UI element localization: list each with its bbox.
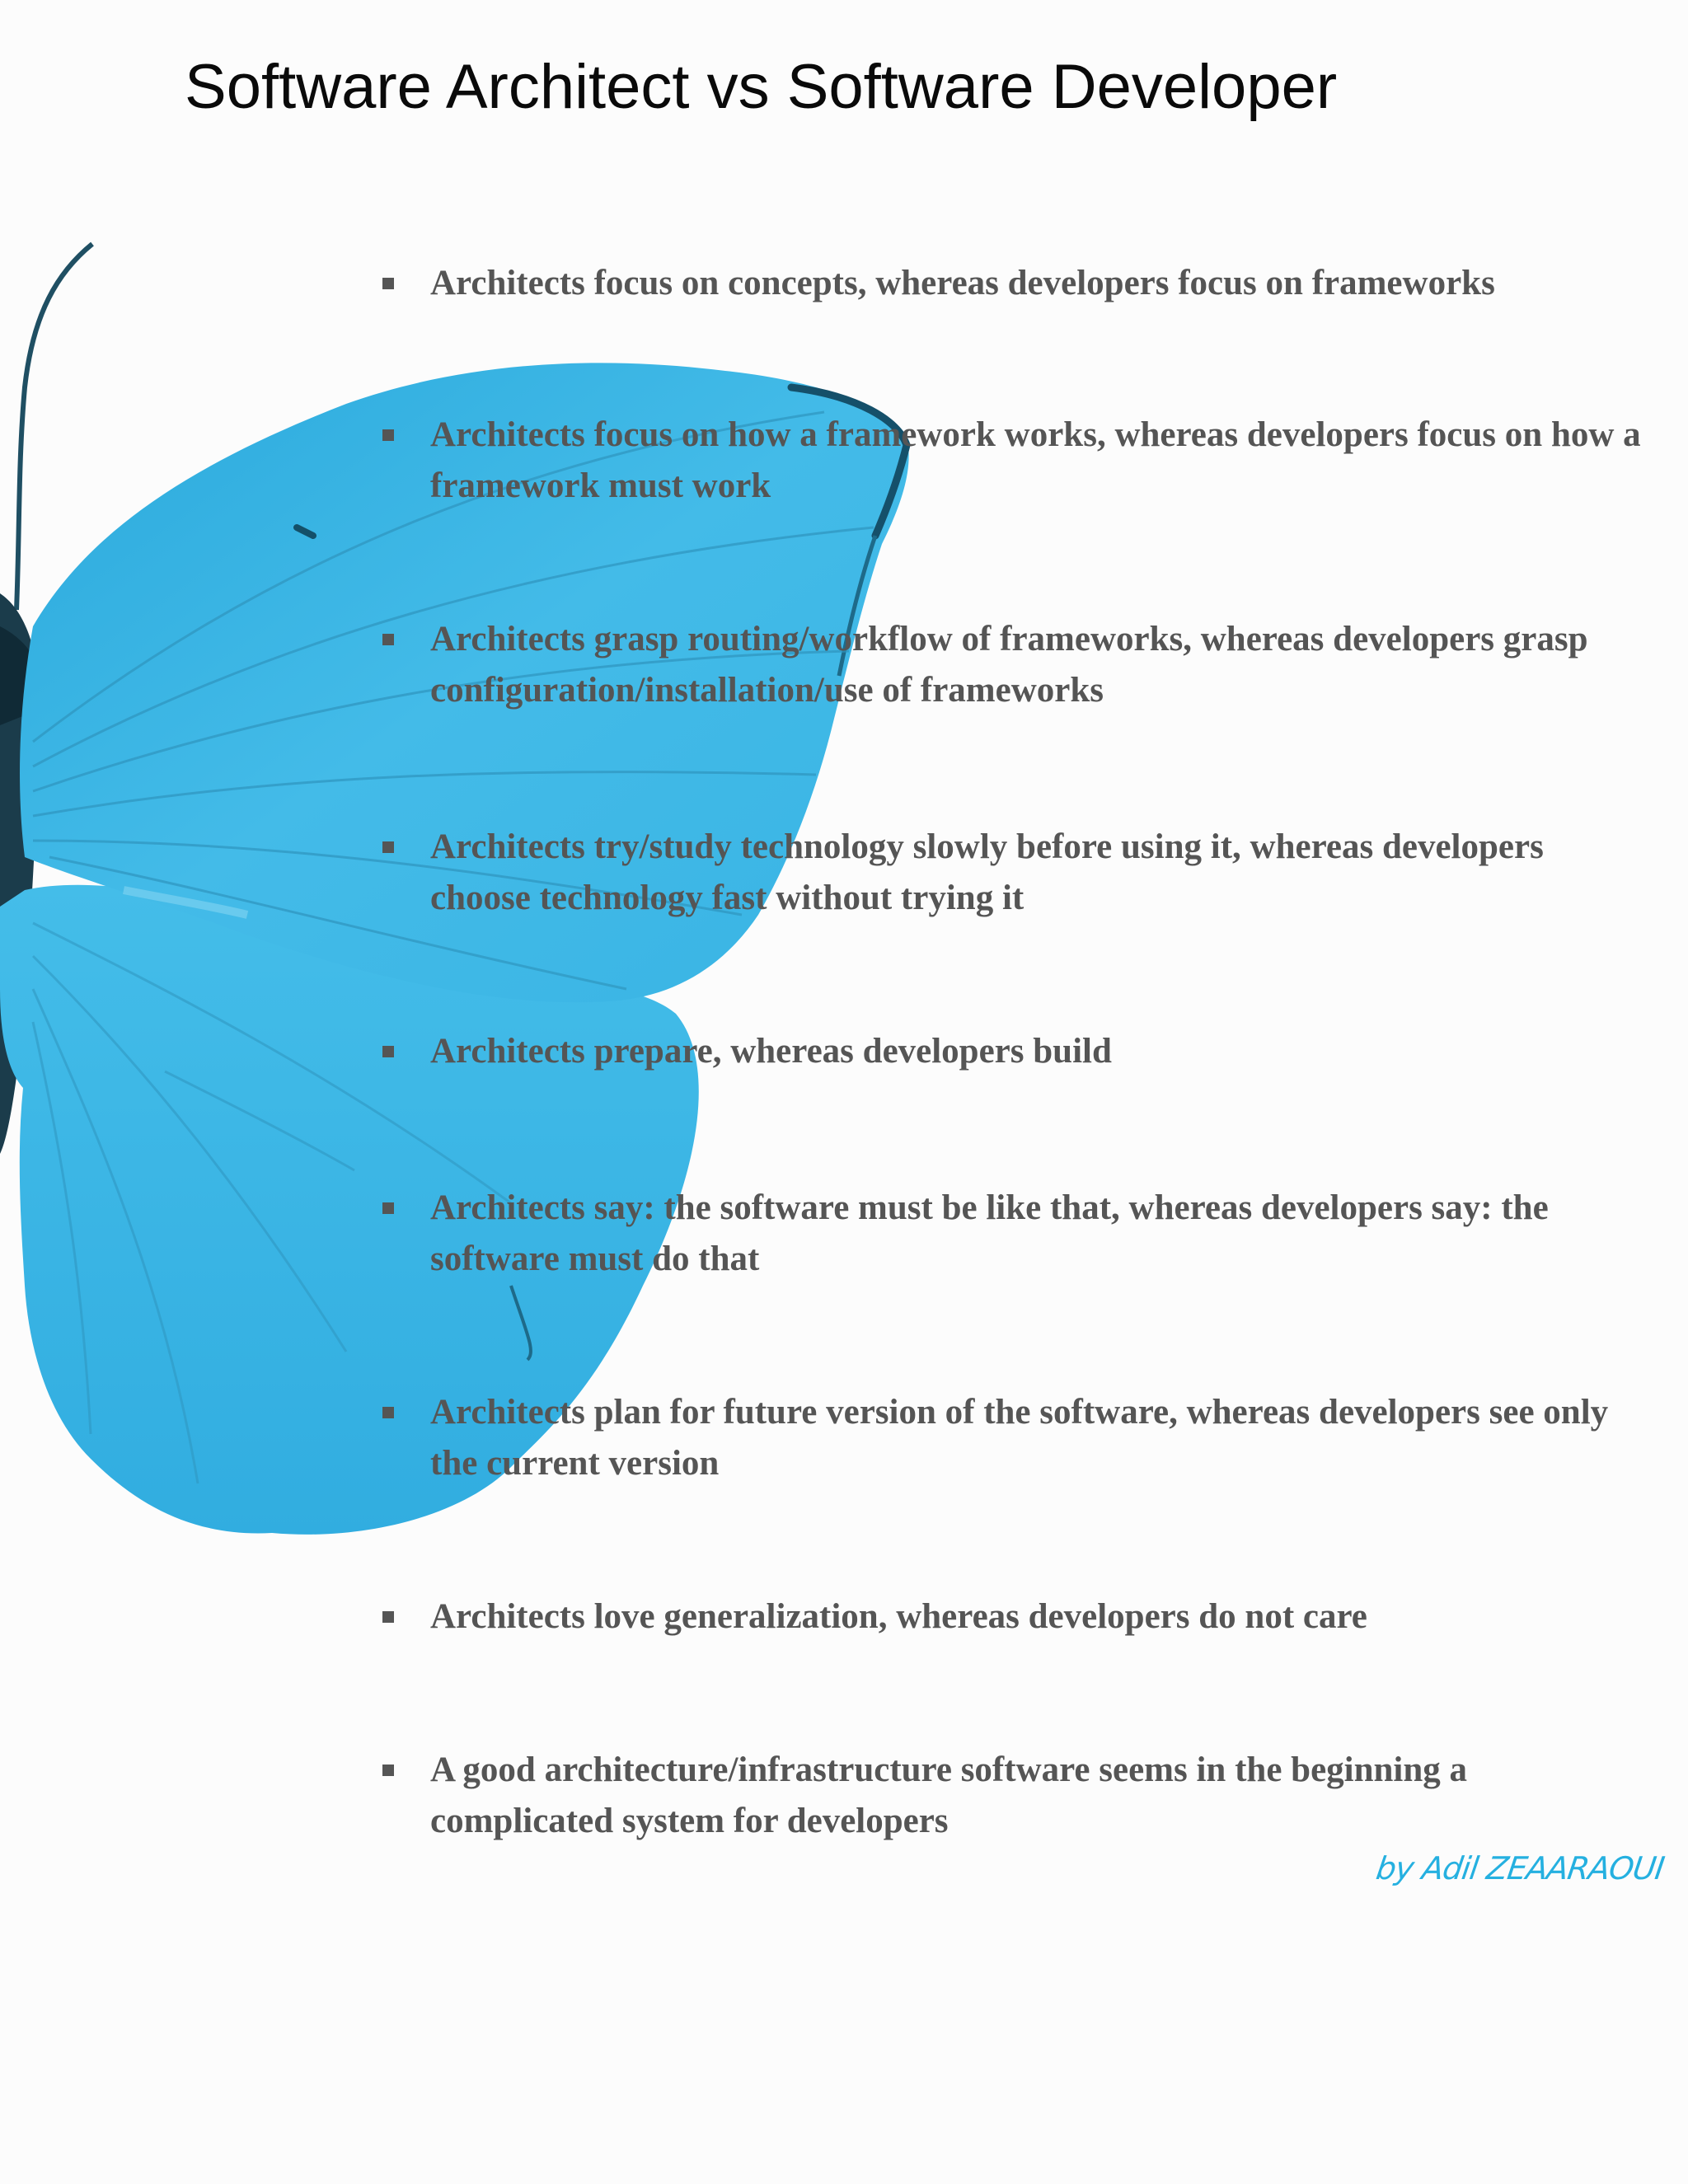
square-bullet-icon bbox=[382, 1765, 394, 1776]
list-item-text: Architects say: the software must be like that, whereas developers say: the software must do that bbox=[430, 1188, 1549, 1278]
square-bullet-icon bbox=[382, 634, 394, 645]
list-item-text: Architects try/study technology slowly before using it, whereas developers choose technology fast without trying it bbox=[430, 827, 1544, 917]
author-signature: by Adil ZEAARAOUI bbox=[1373, 1850, 1667, 1886]
page-title: Software Architect vs Software Developer bbox=[185, 52, 1338, 122]
list-item-text: Architects plan for future version of the software, whereas developers see only the current version bbox=[430, 1393, 1609, 1483]
square-bullet-icon bbox=[382, 1202, 394, 1214]
square-bullet-icon bbox=[382, 1046, 394, 1057]
list-item-text: A good architecture/infrastructure software seems in the beginning a complicated system for developers bbox=[430, 1750, 1468, 1840]
list-item-text: Architects focus on how a framework works, whereas developers focus on how a framework must work bbox=[430, 415, 1641, 505]
square-bullet-icon bbox=[382, 1407, 394, 1418]
list-item-text: Architects focus on concepts, whereas developers focus on frameworks bbox=[430, 264, 1495, 302]
list-item-text: Architects love generalization, whereas developers do not care bbox=[430, 1597, 1367, 1636]
square-bullet-icon bbox=[382, 278, 394, 289]
list-item-text: Architects prepare, whereas developers build bbox=[430, 1032, 1112, 1071]
antenna bbox=[16, 244, 92, 610]
list-item-text: Architects grasp routing/workflow of frameworks, whereas developers grasp configuration/installation/use of frameworks bbox=[430, 620, 1588, 710]
square-bullet-icon bbox=[382, 1611, 394, 1623]
square-bullet-icon bbox=[382, 841, 394, 853]
square-bullet-icon bbox=[382, 429, 394, 441]
